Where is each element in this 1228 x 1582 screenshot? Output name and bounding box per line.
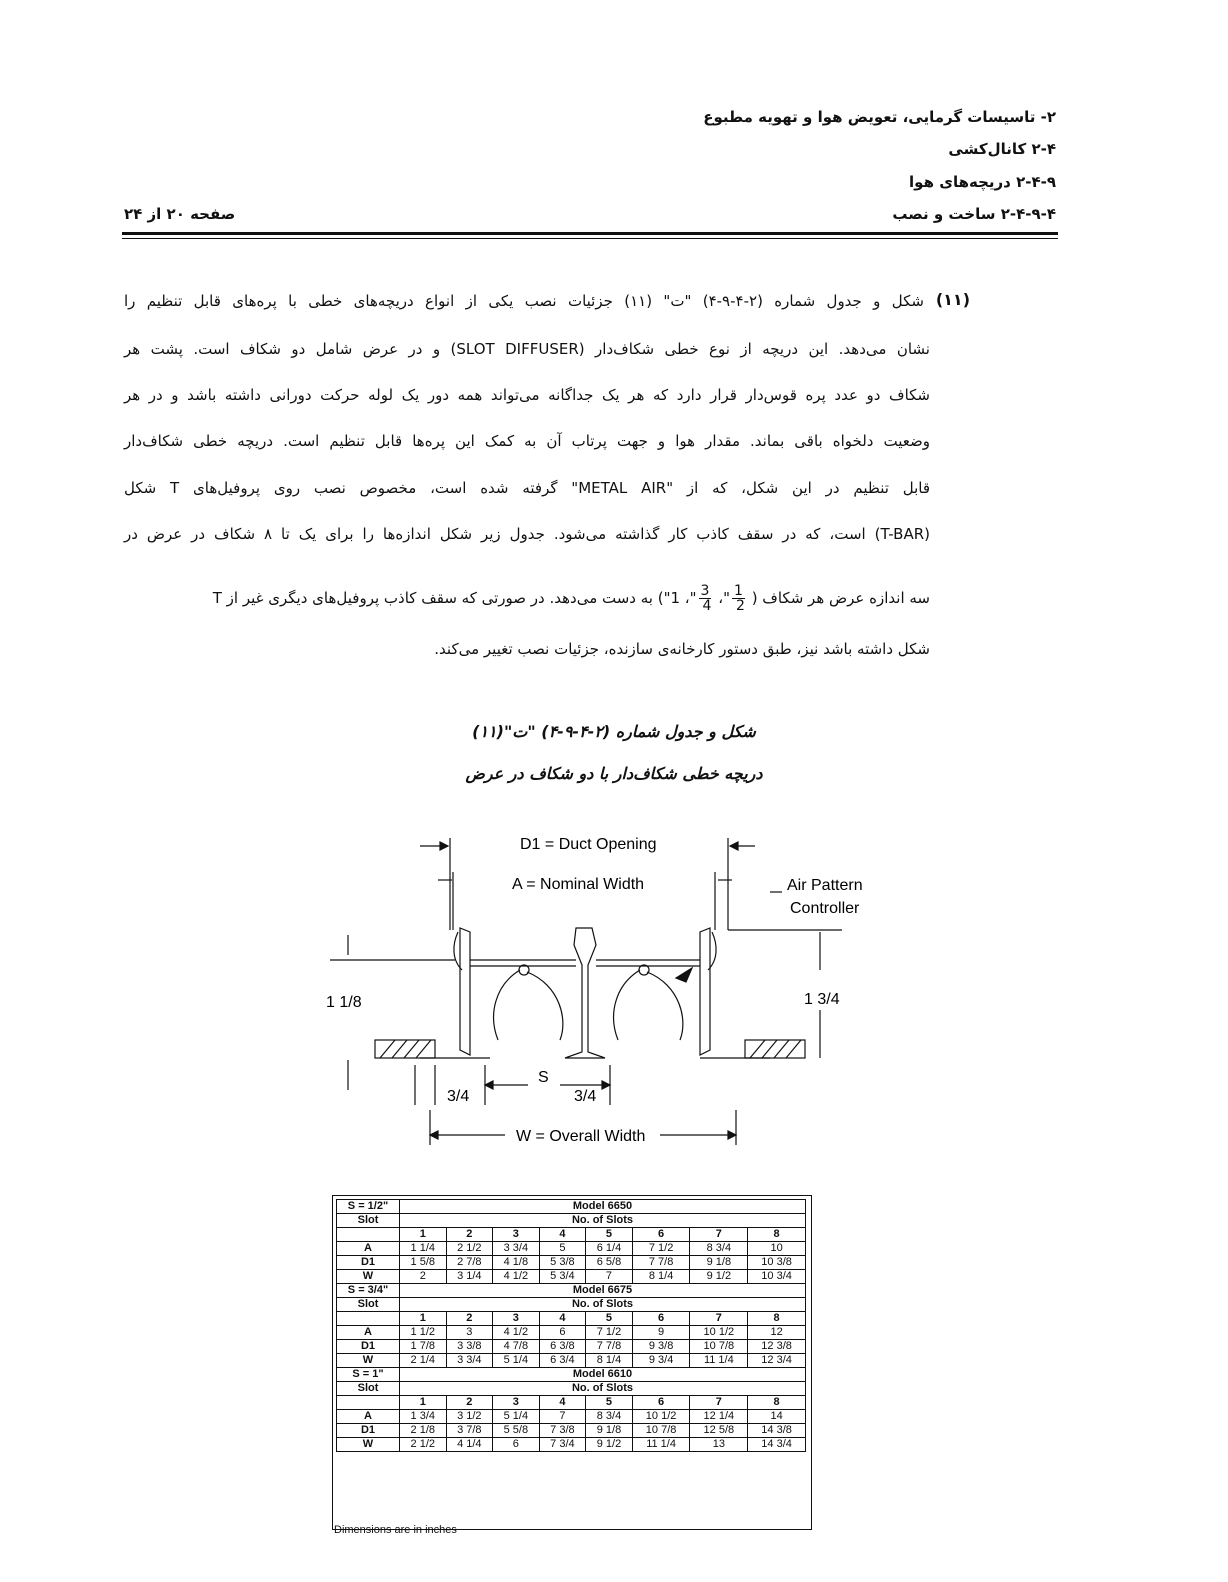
slot-word: Slot [337,1214,400,1228]
row-label: W [337,1354,400,1368]
slot-count-header: 3 [493,1312,540,1326]
table-row [337,1242,806,1256]
table-cell: 6 3/8 [539,1340,586,1354]
para-line-4: وضعیت دلخواه باقی بماند. مقدار هوا و جهت پرتاب آن به کمک این پره‌ها قابل تنظیم است. دریچه خطی شکاف‌دار [124,432,930,450]
slot-count-header: 5 [586,1228,633,1242]
table-cell: 9 3/4 [632,1354,690,1368]
table-row [337,1410,806,1424]
table-cell: 9 1/2 [586,1438,633,1452]
model-name: Model 6650 [400,1200,806,1214]
spec-table [336,1199,806,1452]
slot-count-header: 5 [586,1312,633,1326]
para-line-7: سه اندازه عرض هر شکاف ( $\frac{1}{2}$ "، $\frac{3}{4}$ "، 1") به دست می‌دهد. در صورتی که سقف کاذب پروفیل‌های دیگری غیر از T [212,583,930,614]
table-cell: 7 1/2 [586,1326,633,1340]
para-line-5: قابل تنظیم در این شکل، که از "METAL AIR" گرفته شده است، مخصوص نصب روی پروفیل‌های T شکل [124,479,931,497]
table-cell: 7 7/8 [586,1340,633,1354]
table-cell: 12 [748,1326,806,1340]
table-row [337,1424,806,1438]
table-cell: 14 3/4 [748,1438,806,1452]
table-cell: 14 [748,1410,806,1424]
table-cell: 7 7/8 [632,1256,690,1270]
table-cell: 8 1/4 [632,1270,690,1284]
label-duct-opening: D1 = Duct Opening [520,836,657,853]
table-cell: 5 [539,1242,586,1256]
para-line-8: شکل داشته باشد نیز، طبق دستور کارخانه‌ی سازنده، جزئیات نصب تغییر می‌کند. [434,640,930,658]
table-cell: 9 1/8 [690,1256,748,1270]
model-name: Model 6675 [400,1284,806,1298]
row-label: W [337,1270,400,1284]
slot-size-label: S = 3/4" [337,1284,400,1298]
no-of-slots-title: No. of Slots [400,1382,806,1396]
line7-after: 1") به دست می‌دهد. در صورتی که سقف کاذب پروفیل‌های دیگری غیر از T [212,589,681,607]
header-line-2: ۲-۴ کانال‌کشی [948,140,1056,158]
table-cell: 2 1/8 [400,1424,447,1438]
table-cell: 11 1/4 [690,1354,748,1368]
table-cell: 4 1/4 [446,1438,493,1452]
table-cell: 11 1/4 [632,1438,690,1452]
table-cell: 9 1/8 [586,1424,633,1438]
label-air-pattern-1: Air Pattern [787,877,863,894]
table-cell: 3 1/2 [446,1410,493,1424]
table-cell: 2 [400,1270,447,1284]
table-cell: 3 7/8 [446,1424,493,1438]
label-quarter-left: 3/4 [447,1088,470,1105]
table-cell: 14 3/8 [748,1424,806,1438]
slot-count-header: 4 [539,1228,586,1242]
model-name: Model 6610 [400,1368,806,1382]
row-label: A [337,1410,400,1424]
slot-count-header: 3 [493,1228,540,1242]
slot-count-header: 6 [632,1396,690,1410]
table-cell: 6 3/4 [539,1354,586,1368]
label-overall-width: W = Overall Width [516,1128,646,1145]
label-slot-s: S [538,1069,549,1086]
table-cell: 2 1/2 [400,1438,447,1452]
table-cell: 9 3/8 [632,1340,690,1354]
slot-count-header: 1 [400,1228,447,1242]
figure-caption-subtitle: دریچه خطی شکاف‌دار با دو شکاف در عرض [465,764,763,783]
table-cell: 8 3/4 [690,1242,748,1256]
slot-count-header: 6 [632,1228,690,1242]
item-number: (۱۱) [935,290,970,309]
table-cell: 7 1/2 [632,1242,690,1256]
header-blank [337,1312,400,1326]
slot-size-label: S = 1" [337,1368,400,1382]
table-cell: 10 1/2 [632,1410,690,1424]
slot-count-header: 8 [748,1228,806,1242]
slot-word: Slot [337,1298,400,1312]
table-cell: 5 5/8 [493,1424,540,1438]
slot-word: Slot [337,1382,400,1396]
slot-count-header: 2 [446,1228,493,1242]
header-rule-thin [122,238,1058,239]
slot-count-header: 7 [690,1312,748,1326]
table-cell: 6 [539,1326,586,1340]
header-line-3: ۲-۴-۹ دریچه‌های هوا [909,173,1056,191]
table-cell: 4 1/2 [493,1326,540,1340]
slot-count-header: 6 [632,1312,690,1326]
row-label: D1 [337,1424,400,1438]
table-cell: 3 3/4 [493,1242,540,1256]
row-label: D1 [337,1256,400,1270]
table-cell: 4 1/8 [493,1256,540,1270]
slot-count-header: 4 [539,1396,586,1410]
table-cell: 6 5/8 [586,1256,633,1270]
header-blank [337,1396,400,1410]
table-cell: 5 1/4 [493,1354,540,1368]
table-cell: 7 [586,1270,633,1284]
table-cell: 7 3/4 [539,1438,586,1452]
table-cell: 8 1/4 [586,1354,633,1368]
slot-count-header: 7 [690,1228,748,1242]
table-row [337,1256,806,1270]
table-cell: 12 1/4 [690,1410,748,1424]
label-height-left: 1 1/8 [326,994,362,1011]
table-cell: 12 3/4 [748,1354,806,1368]
line7-before: سه اندازه عرض هر شکاف ( [751,589,930,607]
table-cell: 1 1/2 [400,1326,447,1340]
row-label: W [337,1438,400,1452]
table-cell: 7 3/8 [539,1424,586,1438]
table-cell: 6 1/4 [586,1242,633,1256]
slot-count-header: 2 [446,1312,493,1326]
para-line-6: (T-BAR) است، که در سقف کاذب کار گذاشته می‌شود. جدول زیر شکل اندازه‌ها را برای یک تا ۸ شکاف در عرض در [124,525,930,543]
table-cell: 5 3/4 [539,1270,586,1284]
table-cell: 5 1/4 [493,1410,540,1424]
table-cell: 1 7/8 [400,1340,447,1354]
table-cell: 1 5/8 [400,1256,447,1270]
table-note: Dimensions are in inches [334,1524,457,1536]
table-cell: 2 7/8 [446,1256,493,1270]
label-nominal-width: A = Nominal Width [512,876,645,893]
table-cell: 3 [446,1326,493,1340]
slot-count-header: 5 [586,1396,633,1410]
table-cell: 2 1/2 [446,1242,493,1256]
page-number: صفحه ۲۰ از ۲۴ [124,205,236,223]
slot-count-header: 8 [748,1396,806,1410]
table-cell: 10 1/2 [690,1326,748,1340]
table-cell: 6 [493,1438,540,1452]
table-cell: 4 7/8 [493,1340,540,1354]
fraction-half: $\frac{1}{2}$ [733,583,745,614]
slot-count-header: 2 [446,1396,493,1410]
label-air-pattern-2: Controller [790,900,860,917]
table-cell: 13 [690,1438,748,1452]
figure-caption-title: شکل و جدول شماره (۲-۴-۹-۴) "ت"(۱۱) [472,722,756,741]
table-row [337,1340,806,1354]
slot-count-header: 4 [539,1312,586,1326]
table-cell: 2 1/4 [400,1354,447,1368]
table-cell: 10 7/8 [632,1424,690,1438]
table-row [337,1354,806,1368]
slot-count-header: 3 [493,1396,540,1410]
label-height-right: 1 3/4 [804,991,840,1008]
slot-count-header: 1 [400,1396,447,1410]
table-cell: 3 3/4 [446,1354,493,1368]
table-cell: 4 1/2 [493,1270,540,1284]
table-cell: 10 3/8 [748,1256,806,1270]
no-of-slots-title: No. of Slots [400,1214,806,1228]
table-cell: 8 3/4 [586,1410,633,1424]
label-quarter-right: 3/4 [574,1088,597,1105]
slot-count-header: 1 [400,1312,447,1326]
row-label: A [337,1326,400,1340]
slot-count-header: 8 [748,1312,806,1326]
header-line-4: ۲-۴-۹-۴ ساخت و نصب [892,205,1056,223]
no-of-slots-title: No. of Slots [400,1298,806,1312]
para-line-2: نشان می‌دهد. این دریچه از نوع خطی شکاف‌دار (SLOT DIFFUSER) و در عرض شامل دو شکاف است. پشت هر [124,340,930,358]
para-line-1: شکل و جدول شماره (۲-۴-۹-۴) "ت" (۱۱) جزئیات نصب یکی از انواع دریچه‌های خطی با پره‌های قابل تنظیم را [124,292,924,310]
table-row [337,1270,806,1284]
row-label: D1 [337,1340,400,1354]
table-cell: 1 3/4 [400,1410,447,1424]
table-cell: 10 7/8 [690,1340,748,1354]
table-cell: 12 3/8 [748,1340,806,1354]
table-cell: 10 [748,1242,806,1256]
header-blank [337,1228,400,1242]
table-row [337,1438,806,1452]
table-cell: 5 3/8 [539,1256,586,1270]
table-cell: 3 1/4 [446,1270,493,1284]
slot-count-header: 7 [690,1396,748,1410]
header-line-1: ۲- تاسیسات گرمایی، تعویض هوا و تهویه مطبوع [703,108,1056,126]
table-cell: 1 1/4 [400,1242,447,1256]
slot-size-label: S = 1/2" [337,1200,400,1214]
table-cell: 9 1/2 [690,1270,748,1284]
table-cell: 12 5/8 [690,1424,748,1438]
table-cell: 3 3/8 [446,1340,493,1354]
header-rule [122,232,1058,235]
table-row [337,1326,806,1340]
table-cell: 9 [632,1326,690,1340]
table-cell: 10 3/4 [748,1270,806,1284]
fraction-three-quarter: $\frac{3}{4}$ [700,583,712,614]
row-label: A [337,1242,400,1256]
table-cell: 7 [539,1410,586,1424]
para-line-3: شکاف دو عدد پره قوس‌دار قرار دارد که هر یک جداگانه می‌تواند همه دور یک لوله حرکت دورانی داشته باشد و در هر [124,386,930,404]
slot-diffuser-diagram [320,820,880,1150]
